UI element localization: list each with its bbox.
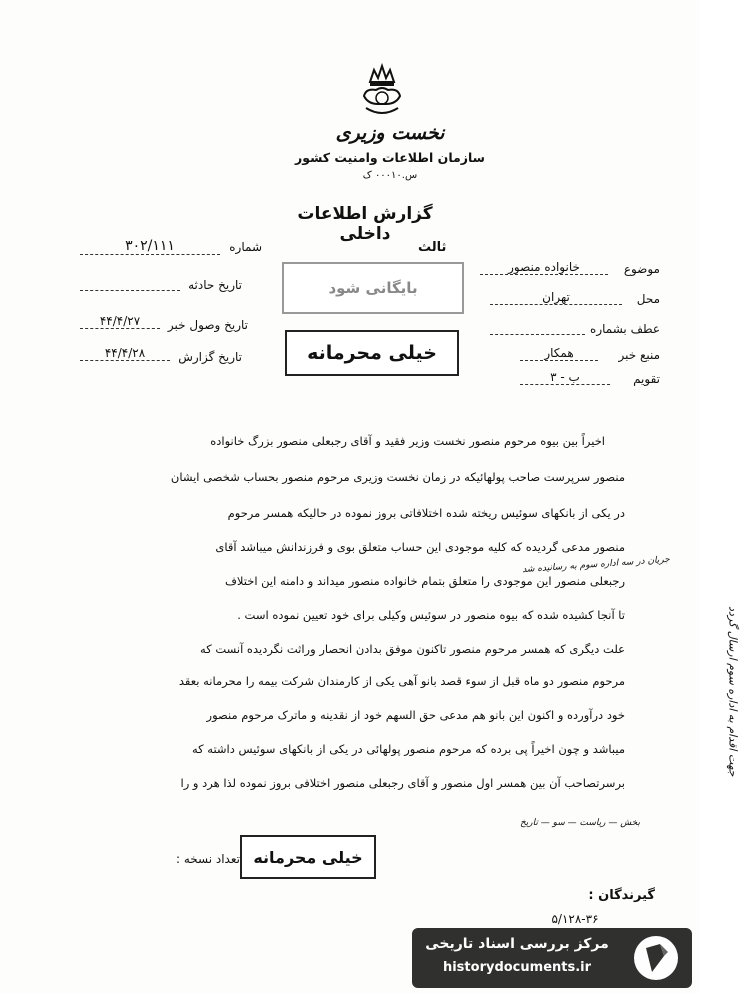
watermark-org-name: مرکز بررسی اسناد تاریخی	[425, 936, 609, 952]
report-title: گزارش اطلاعات داخلی	[297, 204, 433, 244]
organization-name: سازمان اطلاعات وامنیت کشور	[295, 150, 485, 165]
handwritten-distribution-note: جریان در سه اداره سوم به رسانیده شد	[521, 554, 671, 576]
ministry-title: نخست وزیری	[335, 122, 445, 144]
top-secret-stamp: خیلی محرمانه	[285, 330, 459, 376]
handwritten-routing-note: بخش — ریاست — سو — تاریخ	[519, 818, 640, 828]
rating-label: تقویم	[633, 372, 660, 386]
subject-value: خانواده منصور	[480, 260, 608, 275]
margin-note: جهت اقدام به اداره سوم ارسال گردد	[726, 606, 740, 777]
subject-label: موضوع	[623, 262, 660, 276]
body-line-1: اخیراً بین بیوه مرحوم منصور نخست وزیر فقید و آقای رجبعلی منصور بزرگ خانواده	[210, 434, 605, 448]
recipients-label: گیرندگان :	[588, 888, 655, 903]
report-date-value: ۴۴/۴/۲۸	[80, 346, 170, 361]
number-label: شماره	[229, 240, 262, 254]
incident-date-label: تاریخ حادثه	[188, 278, 242, 292]
watermark-url: historydocuments.ir	[442, 960, 592, 975]
body-line-8: مرحوم منصور دو ماه قبل از سوء قصد بانو آهی یکی از کارمندان شرکت بیمه را محرمانه بعقد	[178, 674, 625, 688]
crown-lion-emblem-icon	[356, 62, 408, 124]
archive-logo-icon	[630, 932, 682, 984]
reference-value	[490, 334, 585, 335]
body-line-6: تا آنجا کشیده شده که بیوه منصور در سوئیس وکیلی برای خود تعیین نموده است .	[237, 608, 625, 622]
body-line-4: منصور مدعی گردیده که کلیه موجودی این حساب متعلق بوی و فرزندانش میباشد آقای	[215, 540, 625, 554]
rating-value: ب - ۳	[520, 370, 610, 385]
place-label: محل	[636, 292, 660, 306]
body-line-10: میباشد و چون اخیراً پی برده که مرحوم منصور پولهائی در یکی از بانکهای سوئیس داشته که	[191, 742, 625, 756]
body-line-2: منصور سرپرست صاحب پولهائیکه در زمان نخست وزیری مرحوم منصور بحساب شخصی ایشان	[170, 470, 625, 484]
number-value: ۳۰۲/۱۱۱	[80, 238, 220, 255]
subject-overflow-note: ثالث	[418, 240, 447, 255]
received-date-label: تاریخ وصول خبر	[167, 318, 248, 332]
top-secret-stamp-bottom: خیلی محرمانه	[240, 835, 376, 879]
body-line-7: علت دیگری که همسر مرحوم منصور تاکنون موفق بدادن انحصار وراثت نگردیده آنست که	[200, 642, 625, 656]
watermark-badge	[412, 928, 692, 988]
reference-label: عطف بشماره	[590, 322, 660, 336]
report-date-label: تاریخ گزارش	[178, 350, 242, 364]
received-date-value: ۴۴/۴/۲۷	[80, 314, 160, 329]
incident-date-value	[80, 290, 180, 291]
file-code: ۵/۱۲۸-۳۶	[551, 912, 599, 926]
body-line-5: رجبعلی منصور این موجودی را متعلق بتمام خانواده منصور میداند و دامنه این اختلاف	[224, 574, 625, 588]
body-line-3: در یکی از بانکهای سوئیس ریخته شده اختلافاتی بروز نموده در حالیکه همسر مرحوم	[227, 506, 625, 520]
source-label: منبع خبر	[618, 348, 660, 362]
place-value: تهران	[490, 290, 622, 305]
form-code: س.۰۰۰۱۰ ک	[362, 170, 418, 181]
body-line-9: خود درآورده و اکنون این بانو هم مدعی حق السهم خود از نقدینه و ماترک مرحوم منصور	[206, 708, 625, 722]
archive-stamp-faded: بایگانی شود	[282, 262, 464, 314]
copies-label: تعداد نسخه :	[175, 852, 240, 866]
body-line-11: برسرتصاحب آن بین همسر اول منصور و آقای رجبعلی منصور اختلافی بروز نموده لذا هرد و را	[180, 776, 625, 790]
source-value: همکار	[520, 346, 598, 361]
